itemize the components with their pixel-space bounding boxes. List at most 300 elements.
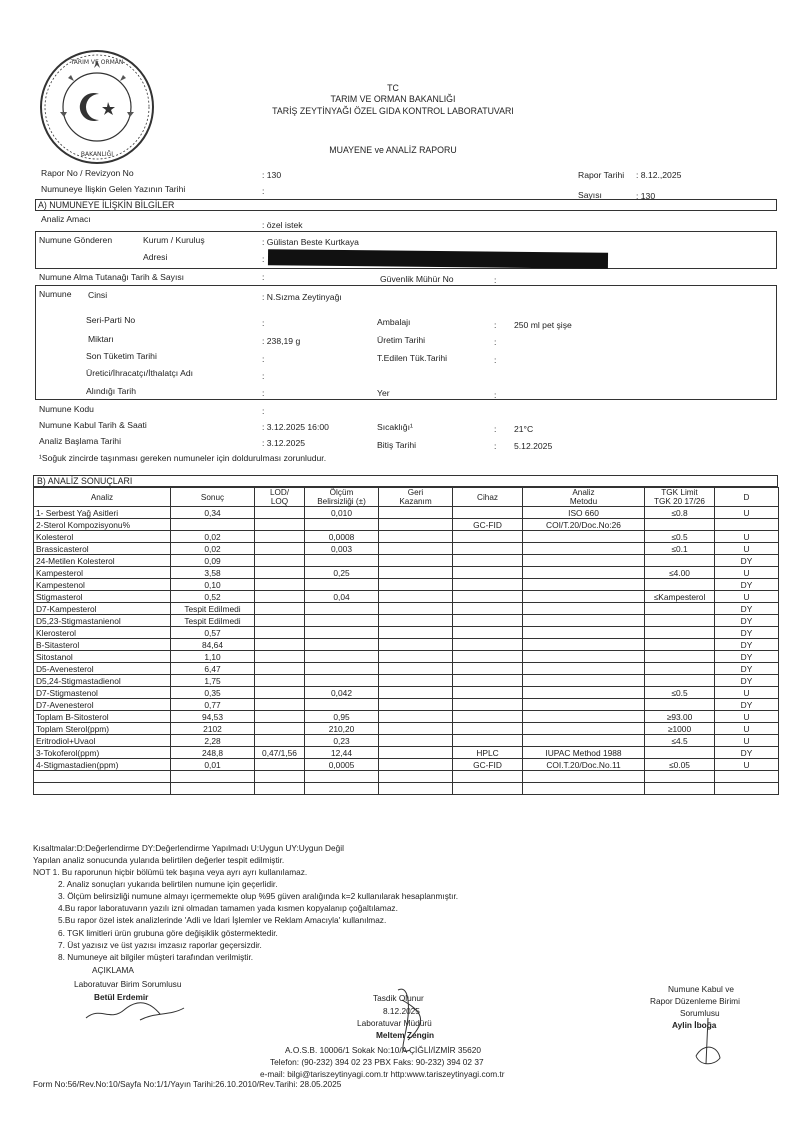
cell-metot xyxy=(523,603,645,615)
cell-d: U xyxy=(715,723,779,735)
section-b-title-box xyxy=(33,475,778,487)
cell-tgk xyxy=(645,615,715,627)
ambalaj-detail: 250 ml pet şişe xyxy=(514,320,572,330)
cell-cihaz: GC-FID xyxy=(453,519,523,531)
cell-geri xyxy=(379,507,453,519)
cell-tgk xyxy=(645,579,715,591)
cell-analiz: D5,23-Stigmastanienol xyxy=(34,615,171,627)
cell-olcum xyxy=(305,603,379,615)
cold-chain-footnote: ¹Soğuk zincirde taşınması gereken numuneler için doldurulması zorunludur. xyxy=(39,453,327,463)
cell-olcum xyxy=(305,555,379,567)
cell-analiz: Brassicasterol xyxy=(34,543,171,555)
right-signature xyxy=(688,1016,728,1070)
cell-d: DY xyxy=(715,663,779,675)
analiz-amaci-label: Analiz Amacı xyxy=(41,214,91,224)
col-tgk: TGK Limit TGK 20 17/26 xyxy=(645,488,715,507)
left-signature xyxy=(80,996,190,1026)
cell-lod xyxy=(255,663,305,675)
rapor-tarihi-label: Rapor Tarihi xyxy=(578,170,625,180)
cell-lod xyxy=(255,579,305,591)
cell-lod xyxy=(255,627,305,639)
cell-d: U xyxy=(715,735,779,747)
header-tc: TC xyxy=(387,83,399,93)
son-tuketim-label: Son Tüketim Tarihi xyxy=(86,351,157,361)
cell-geri xyxy=(379,639,453,651)
cell-analiz: Kolesterol xyxy=(34,531,171,543)
cell-olcum: 0,23 xyxy=(305,735,379,747)
footer-phone: Telefon: (90-232) 394 02 23 PBX Faks: 90-232) 394 02 37 xyxy=(270,1057,484,1067)
bitis-detail: 5.12.2025 xyxy=(514,441,553,451)
table-row xyxy=(34,687,779,699)
results-header-row xyxy=(34,488,779,507)
cell-sonuc: 84,64 xyxy=(171,639,255,651)
cell-tgk: ≤4.5 xyxy=(645,735,715,747)
mid-signer-1: Tasdik Olunur xyxy=(373,993,424,1003)
cell-olcum: 0,95 xyxy=(305,711,379,723)
cell-cihaz: HPLC xyxy=(453,747,523,759)
applied-note: Yapılan analiz sonucunda yularıda belirtilen değerler tespit edilmiştir. xyxy=(33,855,285,865)
cell-tgk xyxy=(645,627,715,639)
cell-olcum: 0,042 xyxy=(305,687,379,699)
cell-geri xyxy=(379,759,453,771)
cell-lod xyxy=(255,603,305,615)
cell-sonuc: 1,75 xyxy=(171,675,255,687)
cell-d: U xyxy=(715,543,779,555)
cell-cihaz xyxy=(453,591,523,603)
cell-cihaz xyxy=(453,723,523,735)
cell-d: DY xyxy=(715,747,779,759)
cell-sonuc: 94,53 xyxy=(171,711,255,723)
table-row xyxy=(34,615,779,627)
cell-geri xyxy=(379,723,453,735)
header-ministry: TARIM VE ORMAN BAKANLIĞI xyxy=(330,94,456,104)
table-row xyxy=(34,735,779,747)
footer-form: Form No:56/Rev.No:10/Sayfa No:1/1/Yayın Tarihi:26.10.2010/Rev.Tarihi: 28.05.2025 xyxy=(33,1079,342,1089)
table-row xyxy=(34,663,779,675)
cell-tgk xyxy=(645,651,715,663)
left-signer-name: Betül Erdemir xyxy=(94,992,149,1002)
cell-lod xyxy=(255,711,305,723)
cell-geri xyxy=(379,543,453,555)
cell-olcum: 0,003 xyxy=(305,543,379,555)
cell-metot xyxy=(523,699,645,711)
section-a-title: A) NUMUNEYE İLİŞKİN BİLGİLER xyxy=(38,200,175,210)
uretici-label: Üretici/İhracatçı/İthalatçı Adı xyxy=(86,368,193,378)
cell-tgk xyxy=(645,639,715,651)
mid-signer-name: Meltem Zengin xyxy=(376,1030,435,1040)
cell-olcum xyxy=(305,639,379,651)
rapor-no-label: Rapor No / Revizyon No xyxy=(41,168,134,178)
cinsi-value: : N.Sızma Zeytinyağı xyxy=(262,292,342,302)
alma-tutanagi-value: : xyxy=(262,272,265,282)
table-row xyxy=(34,747,779,759)
col-sonuc: Sonuç xyxy=(171,488,255,507)
seri-label: Seri-Parti No xyxy=(86,315,136,325)
cell-d: DY xyxy=(715,603,779,615)
kabul-value: : 3.12.2025 16:00 xyxy=(262,422,329,432)
cell-olcum: 0,25 xyxy=(305,567,379,579)
cell-olcum xyxy=(305,579,379,591)
cell-olcum: 0,0005 xyxy=(305,759,379,771)
cell-olcum xyxy=(305,651,379,663)
guvenlik-value: : xyxy=(494,275,497,285)
table-row xyxy=(34,675,779,687)
cell-sonuc: 0,77 xyxy=(171,699,255,711)
cell-cihaz xyxy=(453,783,523,795)
report-title: MUAYENE ve ANALİZ RAPORU xyxy=(329,145,457,155)
cell-analiz: 3-Tokoferol(ppm) xyxy=(34,747,171,759)
cell-analiz: 2-Sterol Kompozisyonu% xyxy=(34,519,171,531)
yazi-tarihi-label: Numuneye İlişkin Gelen Yazının Tarihi xyxy=(41,184,186,194)
mid-signer-3: Laboratuvar Müdürü xyxy=(357,1018,432,1028)
cell-sonuc: 0,09 xyxy=(171,555,255,567)
cell-metot xyxy=(523,567,645,579)
cell-geri xyxy=(379,687,453,699)
mid-signer-2: 8.12.2025 xyxy=(383,1006,420,1016)
cell-olcum xyxy=(305,519,379,531)
left-signer-title: Laboratuvar Birim Sorumlusu xyxy=(74,979,182,989)
cell-geri xyxy=(379,567,453,579)
cell-d xyxy=(715,771,779,783)
cell-tgk: ≤4.00 xyxy=(645,567,715,579)
cell-d: DY xyxy=(715,627,779,639)
cell-sonuc: 0,01 xyxy=(171,759,255,771)
col-analiz: Analiz xyxy=(34,488,171,507)
kodu-value: : xyxy=(262,406,265,416)
cell-metot: COI/T.20/Doc.No:26 xyxy=(523,519,645,531)
cell-sonuc: 0,34 xyxy=(171,507,255,519)
baslama-value: : 3.12.2025 xyxy=(262,438,306,448)
footer-address: A.O.S.B. 10006/1 Sokak No:10/A ÇİĞLİ/İZMİR 35620 xyxy=(285,1045,482,1055)
cell-metot xyxy=(523,735,645,747)
cell-lod xyxy=(255,651,305,663)
cell-olcum xyxy=(305,771,379,783)
miktari-label: Miktarı xyxy=(88,334,114,344)
cell-cihaz xyxy=(453,531,523,543)
table-row xyxy=(34,519,779,531)
cell-cihaz xyxy=(453,603,523,615)
cell-tgk xyxy=(645,783,715,795)
cell-metot xyxy=(523,639,645,651)
note-6: 6. TGK limitleri ürün grubuna göre değişiklik göstermektedir. xyxy=(58,928,278,938)
col-geri: Geri Kazanım xyxy=(379,488,453,507)
table-row xyxy=(34,543,779,555)
cell-sonuc: 0,52 xyxy=(171,591,255,603)
cell-metot: IUPAC Method 1988 xyxy=(523,747,645,759)
son-tuketim-value: : xyxy=(262,354,265,364)
cell-analiz: Stigmasterol xyxy=(34,591,171,603)
cell-lod xyxy=(255,615,305,627)
cell-tgk xyxy=(645,747,715,759)
cell-lod xyxy=(255,723,305,735)
cell-cihaz xyxy=(453,651,523,663)
col-olcum: Ölçüm Belirsizliği (±) xyxy=(305,488,379,507)
cell-metot xyxy=(523,663,645,675)
adresi-label: Adresi xyxy=(143,252,168,262)
svg-text:BAKANLIĞI: BAKANLIĞI xyxy=(80,151,114,158)
cell-metot xyxy=(523,783,645,795)
cell-analiz xyxy=(34,771,171,783)
uretim-value: : xyxy=(494,337,497,347)
cell-sonuc: Tespit Edilmedi xyxy=(171,615,255,627)
cell-lod xyxy=(255,759,305,771)
cell-sonuc: Tespit Edilmedi xyxy=(171,603,255,615)
cell-olcum: 210,20 xyxy=(305,723,379,735)
cell-metot xyxy=(523,627,645,639)
cell-cihaz xyxy=(453,543,523,555)
cell-cihaz xyxy=(453,507,523,519)
gonderen-label: Numune Gönderen xyxy=(39,235,113,245)
cell-sonuc: 0,02 xyxy=(171,531,255,543)
table-row xyxy=(34,723,779,735)
header-lab: TARİŞ ZEYTİNYAĞI ÖZEL GIDA KONTROL LABORATUVARI xyxy=(272,106,514,116)
cell-tgk xyxy=(645,675,715,687)
alma-tutanagi-label: Numune Alma Tutanağı Tarih & Sayısı xyxy=(39,272,185,282)
footer-email: e-mail: bilgi@tariszeytinyagi.com.tr http:www.tariszeytinyagi.com.tr xyxy=(260,1069,505,1079)
cell-d: U xyxy=(715,591,779,603)
cell-geri xyxy=(379,627,453,639)
cell-analiz: Sitostanol xyxy=(34,651,171,663)
note-4: 4.Bu rapor laboratuvarın yazılı izni olmadan tamamen yada kısmen kopyalanıp çoğaltılamaz. xyxy=(58,903,398,913)
cell-metot xyxy=(523,675,645,687)
cell-olcum: 0,04 xyxy=(305,591,379,603)
cell-cihaz xyxy=(453,711,523,723)
cell-analiz: D7-Stigmastenol xyxy=(34,687,171,699)
cell-analiz: Toplam B-Sitosterol xyxy=(34,711,171,723)
cell-sonuc: 2102 xyxy=(171,723,255,735)
adresi-value: : xyxy=(262,254,265,264)
cell-cihaz xyxy=(453,687,523,699)
cell-lod xyxy=(255,639,305,651)
cell-lod xyxy=(255,507,305,519)
col-lod: LOD/ LOQ xyxy=(255,488,305,507)
note-8: 8. Numuneye ait bilgiler müşteri tarafından verilmiştir. xyxy=(58,952,254,962)
cell-d: U xyxy=(715,531,779,543)
numune-label: Numune xyxy=(39,289,72,299)
cell-tgk: ≤Kampesterol xyxy=(645,591,715,603)
cell-analiz xyxy=(34,783,171,795)
cell-d: DY xyxy=(715,579,779,591)
cell-analiz: 24-Metilen Kolesterol xyxy=(34,555,171,567)
cell-tgk: ≥1000 xyxy=(645,723,715,735)
cell-analiz: Toplam Sterol(ppm) xyxy=(34,723,171,735)
abbrev-note: Kısaltmalar:D:Değerlendirme DY:Değerlendirme Yapılmadı U:Uygun UY:Uygun Değil xyxy=(33,843,344,853)
cell-geri xyxy=(379,603,453,615)
cell-d: DY xyxy=(715,555,779,567)
cell-olcum xyxy=(305,663,379,675)
cell-analiz: D7-Kampesterol xyxy=(34,603,171,615)
cell-tgk xyxy=(645,603,715,615)
cell-metot xyxy=(523,723,645,735)
rapor-tarihi-value: : 8.12.,2025 xyxy=(636,170,682,180)
table-row xyxy=(34,783,779,795)
cell-d: DY xyxy=(715,675,779,687)
cell-analiz: D7-Avenesterol xyxy=(34,699,171,711)
cell-sonuc: 3,58 xyxy=(171,567,255,579)
cell-analiz: D5-Avenesterol xyxy=(34,663,171,675)
cell-cihaz xyxy=(453,627,523,639)
cell-geri xyxy=(379,783,453,795)
note-3: 3. Ölçüm belirsizliği numune almayı içermemekte olup %95 güven aralığında k=2 kullanılarak hesaplanmıştır. xyxy=(58,891,459,901)
cell-tgk: ≤0.1 xyxy=(645,543,715,555)
right-signer-2: Rapor Düzenleme Birimi xyxy=(650,996,740,1006)
cell-cihaz xyxy=(453,699,523,711)
cell-lod xyxy=(255,771,305,783)
cell-cihaz xyxy=(453,567,523,579)
cell-olcum xyxy=(305,699,379,711)
ambalaj-label: Ambalajı xyxy=(377,317,411,327)
cell-cihaz: GC-FID xyxy=(453,759,523,771)
cell-cihaz xyxy=(453,771,523,783)
cell-lod xyxy=(255,519,305,531)
col-cihaz: Cihaz xyxy=(453,488,523,507)
rapor-no-value: : 130 xyxy=(262,170,282,180)
cell-metot xyxy=(523,555,645,567)
cell-sonuc xyxy=(171,519,255,531)
cell-metot xyxy=(523,687,645,699)
uretim-label: Üretim Tarihi xyxy=(377,335,426,345)
cell-d: DY xyxy=(715,615,779,627)
cell-cihaz xyxy=(453,675,523,687)
yer-label: Yer xyxy=(377,388,390,398)
table-row xyxy=(34,555,779,567)
cell-lod xyxy=(255,531,305,543)
cell-geri xyxy=(379,555,453,567)
cell-cihaz xyxy=(453,639,523,651)
cell-metot: COI.T.20/Doc.No.11 xyxy=(523,759,645,771)
kodu-label: Numune Kodu xyxy=(39,404,94,414)
cell-tgk: ≤0.5 xyxy=(645,531,715,543)
cell-d: DY xyxy=(715,639,779,651)
cell-metot xyxy=(523,531,645,543)
cell-sonuc: 0,10 xyxy=(171,579,255,591)
cell-geri xyxy=(379,519,453,531)
cell-sonuc: 248,8 xyxy=(171,747,255,759)
cell-analiz: D5,24-Stigmastadienol xyxy=(34,675,171,687)
cell-geri xyxy=(379,699,453,711)
cell-d: U xyxy=(715,759,779,771)
cell-lod xyxy=(255,543,305,555)
cell-analiz: 4-Stigmastadien(ppm) xyxy=(34,759,171,771)
cell-olcum xyxy=(305,675,379,687)
cell-analiz: Kampesterol xyxy=(34,567,171,579)
sicaklik-detail: 21°C xyxy=(514,424,534,434)
cell-olcum xyxy=(305,615,379,627)
cell-d: U xyxy=(715,687,779,699)
cell-olcum: 12,44 xyxy=(305,747,379,759)
tedilen-value: : xyxy=(494,355,497,365)
cell-d: DY xyxy=(715,651,779,663)
cell-geri xyxy=(379,579,453,591)
cell-d: DY xyxy=(715,699,779,711)
cell-olcum: 0,010 xyxy=(305,507,379,519)
cell-analiz: B-Sitasterol xyxy=(34,639,171,651)
cell-geri xyxy=(379,711,453,723)
note-1: NOT 1. Bu raporunun hiçbir bölümü tek başına veya ayrı ayrı kullanılamaz. xyxy=(33,867,308,877)
results-table xyxy=(33,487,779,795)
cell-tgk xyxy=(645,519,715,531)
cell-metot xyxy=(523,711,645,723)
kabul-label: Numune Kabul Tarih & Saati xyxy=(39,420,147,430)
cell-lod xyxy=(255,699,305,711)
cell-metot xyxy=(523,579,645,591)
table-row xyxy=(34,567,779,579)
cell-tgk: ≤0.05 xyxy=(645,759,715,771)
right-signer-name: Aylin İboğa xyxy=(672,1020,717,1030)
table-row xyxy=(34,699,779,711)
uretici-value: : xyxy=(262,371,265,381)
cinsi-label: Cinsi xyxy=(88,290,108,300)
cell-sonuc: 0,57 xyxy=(171,627,255,639)
cell-sonuc: 2,28 xyxy=(171,735,255,747)
right-signer-3: Sorumlusu xyxy=(680,1008,720,1018)
note-5: 5.Bu rapor özel istek analizlerinde 'Adli ve İdari İşlemler ve Reklam Amacıyla' kullanılmaz. xyxy=(58,915,387,925)
cell-sonuc xyxy=(171,783,255,795)
cell-lod xyxy=(255,591,305,603)
miktari-value: : 238,19 g xyxy=(262,336,301,346)
table-row xyxy=(34,507,779,519)
cell-tgk: ≥93.00 xyxy=(645,711,715,723)
cell-metot xyxy=(523,615,645,627)
cell-metot xyxy=(523,591,645,603)
cell-tgk xyxy=(645,699,715,711)
aciklama-label: AÇIKLAMA xyxy=(92,965,134,975)
yazi-tarihi-value: : xyxy=(262,186,265,196)
sicaklik-label: Sıcaklığı¹ xyxy=(377,422,413,432)
analiz-amaci-value: : özel istek xyxy=(262,220,303,230)
table-row xyxy=(34,603,779,615)
cell-lod xyxy=(255,555,305,567)
table-row xyxy=(34,711,779,723)
cell-cihaz xyxy=(453,663,523,675)
cell-cihaz xyxy=(453,615,523,627)
cell-olcum xyxy=(305,627,379,639)
cell-metot xyxy=(523,543,645,555)
table-row xyxy=(34,579,779,591)
cell-olcum: 0,0008 xyxy=(305,531,379,543)
cell-tgk: ≤0.8 xyxy=(645,507,715,519)
svg-text:TARIM VE ORMAN: TARIM VE ORMAN xyxy=(70,59,124,66)
cell-geri xyxy=(379,735,453,747)
cell-tgk xyxy=(645,555,715,567)
cell-lod xyxy=(255,783,305,795)
cell-geri xyxy=(379,747,453,759)
cell-tgk xyxy=(645,771,715,783)
col-d: D xyxy=(715,488,779,507)
cell-d: U xyxy=(715,507,779,519)
cell-cihaz xyxy=(453,555,523,567)
cell-analiz: Eritrodiol+Uvaol xyxy=(34,735,171,747)
seri-value: : xyxy=(262,318,265,328)
cell-d xyxy=(715,783,779,795)
cell-analiz: 1- Serbest Yağ Asitleri xyxy=(34,507,171,519)
right-signer-1: Numune Kabul ve xyxy=(668,984,734,994)
sicaklik-value: : xyxy=(494,424,497,434)
cell-cihaz xyxy=(453,735,523,747)
cell-sonuc: 1,10 xyxy=(171,651,255,663)
col-metot: Analiz Metodu xyxy=(523,488,645,507)
sayisi-label: Sayısı xyxy=(578,190,602,200)
cell-lod xyxy=(255,687,305,699)
cell-geri xyxy=(379,675,453,687)
table-row xyxy=(34,759,779,771)
cell-lod xyxy=(255,567,305,579)
bitis-value: : xyxy=(494,441,497,451)
table-row xyxy=(34,771,779,783)
cell-analiz: Klerosterol xyxy=(34,627,171,639)
cell-d: U xyxy=(715,567,779,579)
cell-geri xyxy=(379,531,453,543)
